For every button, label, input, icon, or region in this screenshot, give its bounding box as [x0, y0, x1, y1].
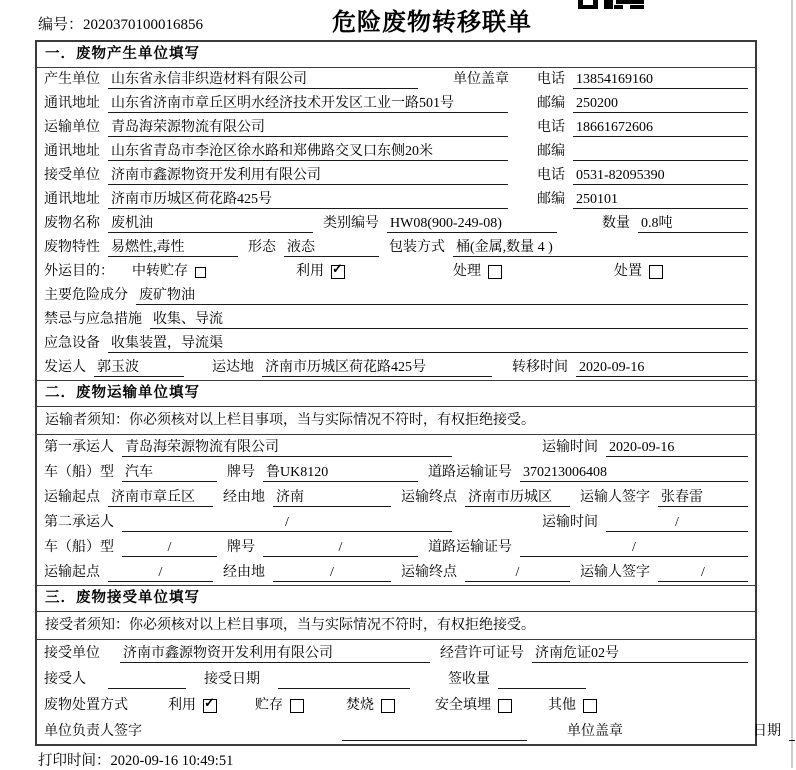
receiver-address-value: 济南市历城区荷花路425号 — [108, 191, 508, 209]
row-carrier1 — [37, 435, 755, 460]
purpose-option-utilize — [296, 263, 345, 281]
document-header — [0, 0, 796, 40]
purpose-label: 外运目的： — [44, 264, 114, 279]
notice-text: 你必须核对以上栏目事项，当与实际情况不符时，有权拒绝接受。 — [129, 618, 535, 633]
receiver-label: 接受单位 — [44, 168, 100, 183]
producer-zip-value: 250200 — [573, 95, 748, 113]
transporter-zip-value — [573, 144, 748, 161]
option-label: 处置 — [614, 264, 642, 279]
purpose-option-treat — [453, 263, 502, 281]
carrier2-permit-value: / — [520, 539, 748, 557]
checkbox-icon — [290, 699, 304, 713]
waste-name-value: 废机油 — [108, 215, 313, 233]
license-value: 济南危证02号 — [532, 645, 748, 663]
date-value — [789, 724, 795, 741]
head-sign-label: 单位负责人签字 — [44, 724, 142, 739]
unit-seal-label: 单位盖章 — [453, 72, 509, 87]
option-label: 安全填埋 — [435, 698, 491, 713]
producer-address-value: 山东省济南市章丘区明水经济技术开发区工业一路501号 — [108, 95, 508, 113]
taboo-label: 禁忌与应急措施 — [44, 312, 142, 327]
packing-label: 包装方式 — [389, 240, 445, 255]
acceptor-label: 接受人 — [44, 672, 86, 687]
carrier2-vehicle-value: / — [122, 539, 217, 557]
head-sign-value — [342, 724, 527, 741]
option-label: 贮存 — [255, 698, 283, 713]
via-label: 经由地 — [223, 490, 265, 505]
carrier1-via-value: 济南 — [273, 489, 391, 507]
print-time-value: 2020-09-16 10:49:51 — [110, 753, 234, 769]
row-producer — [37, 68, 755, 92]
row-carrier1-route — [37, 485, 755, 510]
disposal-label: 废物处置方式 — [44, 698, 128, 713]
disposal-option-landfill — [435, 697, 512, 715]
section3-header: 三．废物接受单位填写 — [37, 585, 755, 612]
carrier1-permit-value: 370213006408 — [520, 464, 748, 482]
transporter-notice — [37, 407, 755, 435]
carrier1-value: 青岛海荣源物流有限公司 — [122, 439, 452, 457]
serial-value: 2020370100016856 — [83, 17, 204, 33]
form-value: 液态 — [284, 239, 379, 257]
transporter-address-value: 山东省青岛市李沧区徐水路和郑佛路交叉口东侧20米 — [108, 143, 508, 161]
zip-label: 邮编 — [537, 192, 565, 207]
quantity-label: 数量 — [602, 216, 630, 231]
row-producer-address — [37, 92, 755, 116]
checkbox-icon — [195, 267, 206, 278]
checkbox-icon — [381, 699, 395, 713]
row-acceptor — [37, 666, 755, 692]
notice-label: 运输者须知： — [45, 413, 129, 428]
received-qty-label: 签收量 — [448, 672, 490, 687]
terminal-label: 运输终点 — [401, 490, 457, 505]
carrier1-time-value: 2020-09-16 — [606, 439, 748, 457]
section1-header: 一．废物产生单位填写 — [37, 42, 755, 68]
origin-label: 运输起点 — [44, 565, 100, 580]
row-receiver — [37, 164, 755, 188]
received-qty-value — [498, 672, 586, 689]
unit-seal-label: 单位盖章 — [567, 724, 623, 739]
checkbox-icon — [649, 265, 663, 279]
transporter-label: 运输单位 — [44, 120, 100, 135]
category-label: 类别编号 — [323, 216, 379, 231]
checkbox-checked-icon: ✓ — [203, 699, 217, 713]
row-waste-name — [37, 212, 755, 236]
transfer-time-value: 2020-09-16 — [576, 359, 748, 377]
disposal-option-incinerate — [346, 697, 395, 715]
disposal-option-other — [548, 697, 597, 715]
row-disposal — [37, 692, 755, 718]
row-equipment — [37, 332, 755, 356]
serial-number — [38, 13, 203, 34]
hazard-label: 主要危险成分 — [44, 288, 128, 303]
notice-text: 你必须核对以上栏目事项，当与实际情况不符时，有权拒绝接受。 — [129, 413, 535, 428]
vehicle-label: 车（船）型 — [44, 465, 114, 480]
row-hazard — [37, 284, 755, 308]
carrier2-time-value: / — [606, 514, 748, 532]
origin-label: 运输起点 — [44, 490, 100, 505]
shipper-value: 郭玉波 — [94, 359, 184, 377]
destination-value: 济南市历城区荷花路425号 — [262, 359, 492, 377]
permit-label: 道路运输证号 — [428, 540, 512, 555]
print-time-label: 打印时间： — [38, 753, 111, 769]
carrier1-origin-value: 济南市章丘区 — [108, 489, 213, 507]
receiver-phone-value: 0531-82095390 — [573, 167, 748, 185]
permit-label: 道路运输证号 — [428, 465, 512, 480]
character-value: 易燃性,毒性 — [108, 239, 238, 257]
phone-label: 电话 — [537, 168, 565, 183]
manifest-form — [35, 40, 781, 746]
plate-label: 牌号 — [227, 540, 255, 555]
waste-name-label: 废物名称 — [44, 216, 100, 231]
destination-label: 运达地 — [212, 360, 254, 375]
sign-label: 运输人签字 — [580, 565, 650, 580]
transporter-value: 青岛海荣源物流有限公司 — [108, 119, 508, 137]
row-receiver-address — [37, 188, 755, 212]
row-waste-character — [37, 236, 755, 260]
disposal-option-storage — [255, 697, 304, 715]
transport-time-label: 运输时间 — [542, 515, 598, 530]
carrier2-via-value: / — [273, 564, 391, 582]
row-transporter — [37, 116, 755, 140]
via-label: 经由地 — [223, 565, 265, 580]
carrier1-vehicle-value: 汽车 — [122, 464, 217, 482]
zip-label: 邮编 — [537, 96, 565, 111]
transfer-time-label: 转移时间 — [512, 360, 568, 375]
checkbox-icon — [488, 265, 502, 279]
packing-value: 桶(金属,数量 4 ) — [453, 239, 748, 257]
row-taboo — [37, 308, 755, 332]
notice-label: 接受者须知： — [45, 618, 129, 633]
carrier1-plate-value: 鲁UK8120 — [263, 464, 418, 482]
sign-label: 运输人签字 — [580, 490, 650, 505]
address-label: 通讯地址 — [44, 96, 100, 111]
page-title: 危险废物转移联单 — [332, 10, 532, 36]
receiver-zip-value: 250101 — [573, 191, 748, 209]
row-shipper — [37, 356, 755, 380]
accept-date-label: 接受日期 — [204, 672, 260, 687]
row-accept-unit — [37, 640, 755, 666]
qr-code-fragment-icon — [578, 0, 644, 9]
receiver-value: 济南市鑫源物资开发利用有限公司 — [108, 167, 508, 185]
checkbox-icon — [583, 699, 597, 713]
checkbox-icon — [498, 699, 512, 713]
carrier2-origin-value: / — [108, 564, 213, 582]
accept-unit-label: 接受单位 — [44, 646, 100, 661]
terminal-label: 运输终点 — [401, 565, 457, 580]
category-value: HW08(900-249-08) — [387, 215, 557, 233]
carrier1-sign-value: 张春雷 — [658, 489, 748, 507]
receiver-notice — [37, 612, 755, 640]
row-transporter-address — [37, 140, 755, 164]
transport-time-label: 运输时间 — [542, 440, 598, 455]
quantity-value: 0.8吨 — [638, 215, 748, 233]
taboo-value: 收集、导流 — [150, 311, 748, 329]
row-carrier2-vehicle — [37, 535, 755, 560]
address-label: 通讯地址 — [44, 144, 100, 159]
plate-label: 牌号 — [227, 465, 255, 480]
date-label: 日期 — [753, 724, 781, 739]
option-label: 利用 — [296, 264, 324, 279]
row-head-sign — [37, 718, 781, 744]
accept-unit-value: 济南市鑫源物资开发利用有限公司 — [120, 645, 430, 663]
transporter-phone-value: 18661672606 — [573, 119, 748, 137]
carrier1-label: 第一承运人 — [44, 440, 114, 455]
phone-label: 电话 — [537, 72, 565, 87]
option-label: 焚烧 — [346, 698, 374, 713]
row-carrier2-route — [37, 560, 755, 585]
carrier1-terminal-value: 济南市历城区 — [465, 489, 570, 507]
option-label: 利用 — [168, 698, 196, 713]
acceptor-value — [108, 672, 186, 689]
carrier2-label: 第二承运人 — [44, 515, 114, 530]
equipment-label: 应急设备 — [44, 336, 100, 351]
form-label: 形态 — [248, 240, 276, 255]
carrier2-sign-value: / — [658, 564, 748, 582]
row-purpose — [37, 260, 755, 284]
accept-date-value — [278, 672, 410, 689]
serial-label: 编号： — [38, 17, 84, 33]
option-label: 处理 — [453, 264, 481, 279]
phone-label: 电话 — [537, 120, 565, 135]
carrier2-terminal-value: / — [465, 564, 570, 582]
print-time — [38, 749, 233, 770]
option-label: 中转贮存 — [132, 264, 188, 279]
row-carrier2 — [37, 510, 755, 535]
option-label: 其他 — [548, 698, 576, 713]
carrier2-value: / — [122, 514, 452, 532]
producer-value: 山东省永信非织造材料有限公司 — [108, 71, 418, 89]
equipment-value: 收集装置，导流渠 — [108, 335, 748, 353]
purpose-option-dispose — [614, 263, 663, 281]
checkbox-checked-icon: ✓ — [331, 265, 345, 279]
shipper-label: 发运人 — [44, 360, 86, 375]
hazard-value: 废矿物油 — [136, 287, 748, 305]
page-edge-divider — [791, 0, 793, 768]
license-label: 经营许可证号 — [440, 646, 524, 661]
disposal-option-utilize — [168, 697, 217, 715]
row-carrier1-vehicle — [37, 460, 755, 485]
address-label: 通讯地址 — [44, 192, 100, 207]
section2-header: 二．废物运输单位填写 — [37, 380, 755, 407]
producer-label: 产生单位 — [44, 72, 100, 87]
vehicle-label: 车（船）型 — [44, 540, 114, 555]
zip-label: 邮编 — [537, 144, 565, 159]
purpose-option-transfer-storage — [132, 263, 206, 281]
producer-phone-value: 13854169160 — [573, 71, 748, 89]
carrier2-plate-value: / — [263, 539, 418, 557]
character-label: 废物特性 — [44, 240, 100, 255]
